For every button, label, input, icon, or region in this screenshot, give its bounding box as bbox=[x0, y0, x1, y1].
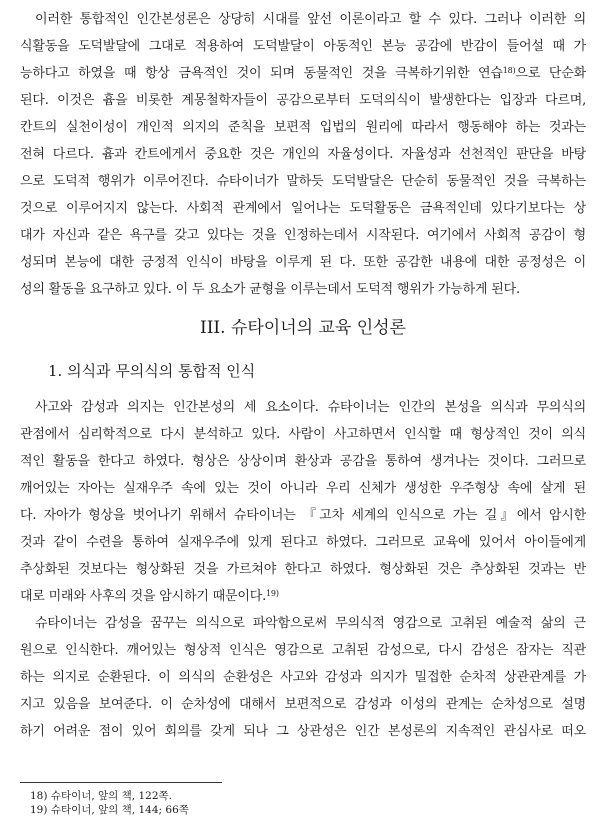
para1-line: 전혀 다르다. 흄과 칸트에게서 중요한 것은 개인의 자율성이다. 자율성과 선천적인 판단을 바탕 bbox=[20, 147, 586, 162]
para2-line: 사고와 감성과 의지는 인간본성의 세 요소이다. 슈타이너는 인간의 본성을 의식과 무의식의 bbox=[35, 400, 586, 415]
para3-line: 원으로 인식한다. 깨어있는 형상적 인식은 영감으로 고취된 감성으로, 다시 감성은 잠자는 직관 bbox=[20, 643, 586, 658]
para1-line: 된다. 이것은 흄을 비롯한 계몽철학자들이 공감으로부터 도덕의식이 발생한다는 입장과 다르며, bbox=[20, 93, 586, 108]
para1-line: 대가 자신과 같은 욕구를 갖고 있다는 것을 인정하는데서 시작된다. 여기에서 사회적 공감이 형 bbox=[20, 228, 586, 243]
footnote-divider bbox=[20, 782, 222, 783]
para1-line: 성의 활동을 요구하고 있다. 이 두 요소가 균형을 이루는데서 도덕적 행위가 가능하게 된다. bbox=[20, 282, 520, 297]
para2-line: 적인 활동을 한다고 하였다. 형상은 상상이며 환상과 공감을 통하여 생겨나는 것이다. 그러므로 bbox=[20, 454, 586, 469]
para1-line: 식활동을 도덕발달에 그대로 적용하여 도덕발달이 아동적인 본능 공감에 반감이 들어설 때 가 bbox=[20, 39, 586, 54]
para1-line: 성되며 본능에 대한 긍정적 인식이 바탕을 이루게 된 다. 또한 공감한 내용에 대한 공정성은 이 bbox=[20, 255, 586, 270]
para3-line: 하기 어려운 점이 있어 회의를 갖게 되나 그 상관성은 인간 본성론의 지속적인 관심사로 떠오 bbox=[20, 724, 586, 739]
para1-line: 칸트의 실천이성이 개인적 의지의 준칙을 보편적 입법의 원리에 따라서 행동해야 하는 것과는 bbox=[20, 120, 586, 135]
para1-line: 이러한 통합적인 인간본성론은 상당히 시대를 앞선 이론이라고 할 수 있다. 그러나 이러한 의 bbox=[35, 12, 586, 27]
para3-line: 하는 의지로 순환된다. 이 의식의 순환성은 사고와 감성과 의지가 밀접한 순차적 상관관계를 가 bbox=[20, 670, 586, 685]
para2-line: 추상화된 것보다는 형상화된 것을 가르쳐야 한다고 하였다. 형상화된 것은 추상화된 것과는 반 bbox=[20, 562, 586, 577]
footnote-18: 18) 슈타이너, 앞의 책, 122쪽. bbox=[30, 790, 173, 802]
para2-line-text: 대로 미래와 사후의 것을 암시하기 때문이다. bbox=[20, 589, 267, 604]
subsection-heading: 1. 의식과 무의식의 통합적 인식 bbox=[48, 362, 256, 380]
para1-line-tail: 으로 단순화 bbox=[515, 66, 586, 81]
para2-line bbox=[20, 587, 586, 607]
para2-line: 관점에서 심리학적으로 다시 분석하고 있다. 사람이 사고하면서 인식할 때 형상적인 것이 의식 bbox=[20, 427, 586, 442]
para1-line: 것으로 이루어지지 않는다. 사회적 관계에서 일어나는 도덕활동은 금욕적인데 있다기보다는 상 bbox=[20, 201, 586, 216]
para1-line: 으로 도덕적 행위가 이루어진다. 슈타이너가 말하듯 도덕발달은 단순히 동물적인 것을 극복하는 bbox=[20, 174, 586, 189]
para1-line bbox=[20, 64, 586, 84]
footnote-19: 19) 슈타이너, 앞의 책, 144; 66쪽 bbox=[30, 804, 189, 816]
para3-line: 지고 있음을 보여준다. 이 순차성에 대해서 보편적으로 감성과 이성의 관계는 순차성으로 설명 bbox=[20, 697, 586, 712]
para3-line: 슈타이너는 감성을 꿈꾸는 의식으로 파악함으로써 무의식적 영감으로 고취된 예술적 삶의 근 bbox=[35, 616, 586, 631]
para2-line: 것과 같이 수련을 통하여 실재우주에 있게 된다고 하였다. 그러므로 교육에 있어서 아이들에게 bbox=[20, 535, 586, 550]
para2-line: 다. 자아가 형상을 벗어나기 위해서 슈타이너는 『고차 세계의 인식으로 가는 길』에서 암시한 bbox=[20, 508, 586, 523]
para2-line: 깨어있는 자아는 실재우주 속에 있는 것이 아니라 우리 신체가 생성한 우주형상 속에 살게 된 bbox=[20, 481, 586, 496]
para1-line-text: 능하다고 하였을 때 항상 금욕적인 것이 되며 동물적인 것을 극복하기위한 연습 bbox=[20, 66, 503, 81]
footnote-ref-18: 18) bbox=[502, 66, 516, 75]
section-heading: III. 슈타이너의 교육 인성론 bbox=[200, 318, 406, 338]
footnote-ref-19: 19) bbox=[266, 589, 279, 598]
